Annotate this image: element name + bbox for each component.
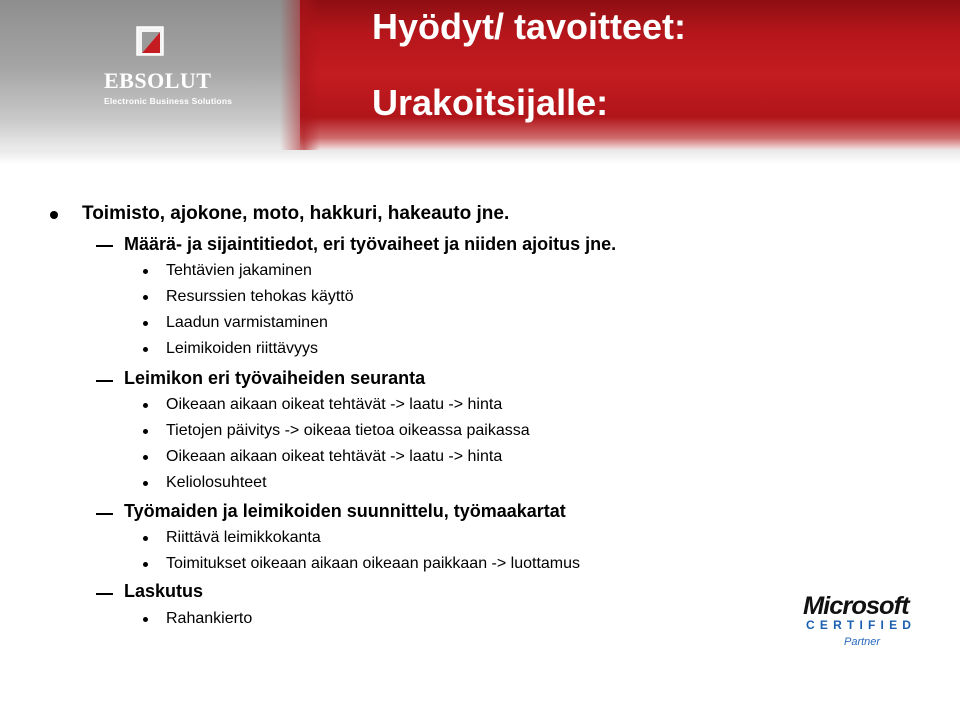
microsoft-wordmark: Microsoft	[802, 592, 909, 620]
bullet-icon	[143, 269, 148, 274]
microsoft-certified-partner-logo	[800, 592, 930, 652]
list-item: Laadun varmistaminen	[166, 314, 328, 331]
logo-name: EBSOLUT	[104, 68, 212, 93]
list-item: Resurssien tehokas käyttö	[166, 288, 354, 305]
list-item: Tietojen päivitys -> oikeaa tietoa oikeassa paikassa	[166, 422, 530, 439]
list-item: Työmaiden ja leimikoiden suunnittelu, työmaakartat	[124, 501, 566, 521]
list-item: Leimikoiden riittävyys	[166, 340, 319, 357]
partner-label: Partner	[844, 636, 881, 648]
logo-tagline: Electronic Business Solutions	[104, 96, 233, 106]
list-item: Määrä- ja sijaintitiedot, eri työvaiheet ja niiden ajoitus jne.	[124, 234, 617, 254]
bullet-icon	[143, 347, 148, 352]
list-item: Oikeaan aikaan oikeat tehtävät -> laatu -> hinta	[166, 448, 503, 465]
bullet-icon	[143, 321, 148, 326]
list-item: Riittävä leimikkokanta	[166, 529, 321, 546]
bullet-icon	[143, 403, 148, 408]
slide-subtitle: Urakoitsijalle:	[372, 82, 609, 123]
list-item: Oikeaan aikaan oikeat tehtävät -> laatu -> hinta	[166, 396, 503, 413]
slide-title: Hyödyt/ tavoitteet:	[372, 6, 687, 47]
dash-icon	[96, 245, 113, 247]
bullet-icon	[50, 211, 58, 219]
list-item: Rahankierto	[166, 610, 253, 627]
bullet-icon	[143, 562, 148, 567]
bullet-icon	[143, 295, 148, 300]
bullet-icon	[143, 617, 148, 622]
bullet-icon	[143, 536, 148, 541]
list-item: Leimikon eri työvaiheiden seuranta	[124, 368, 426, 388]
list-item: Tehtävien jakaminen	[166, 262, 312, 279]
bullet-icon	[143, 455, 148, 460]
list-item: Toimisto, ajokone, moto, hakkuri, hakeauto jne.	[82, 203, 510, 224]
bullet-icon	[143, 481, 148, 486]
dash-icon	[96, 513, 113, 515]
dash-icon	[96, 380, 113, 382]
list-item: Keliolosuhteet	[166, 474, 267, 491]
dash-icon	[96, 593, 113, 595]
list-item: Toimitukset oikeaan aikaan oikeaan paikkaan -> luottamus	[166, 555, 581, 572]
bullet-icon	[143, 429, 148, 434]
list-item: Laskutus	[124, 581, 204, 601]
certified-label: CERTIFIED	[806, 618, 917, 632]
